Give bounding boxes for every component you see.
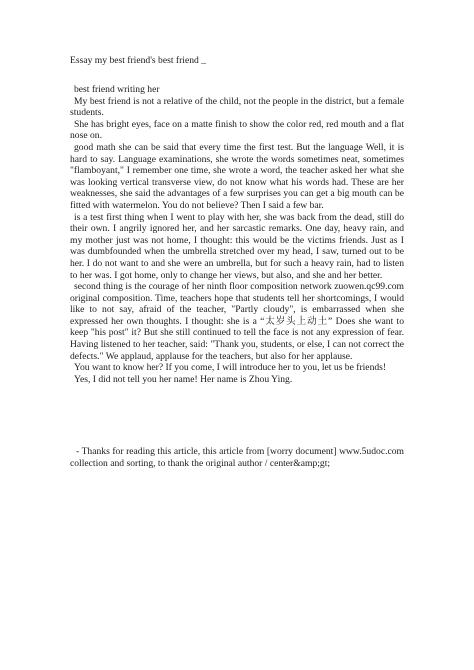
paragraph-subtitle: best friend writing her: [74, 84, 160, 95]
document-footer: [70, 446, 404, 469]
paragraph-umbrella-story: is a test first thing when I went to play with her, she was back from the dead, still do their own. I angrily ignored her, and her sarcastic remarks. One day, heavy rain, and my mother just was not home, I thought: this would be the victims friends. Just as I was dumbfounded when the umbrella stretched over my head, I saw, turned out to be her. I do not want to and she were an umbrella, but for such a heavy rain, had to listen to her was. I got home, only to change her views, but also, and she and her better.: [70, 211, 404, 281]
paragraph-intro: My best friend is not a relative of the child, not the people in the district, but a female students.: [70, 95, 404, 119]
footer-note: - Thanks for reading this article, this article from [worry document] www.5udoc.com collection and sorting, to thank the original author / center&amp;gt;: [70, 446, 404, 469]
paragraph-appearance: She has bright eyes, face on a matte finish to show the color red, red mouth and a flat nose on.: [70, 118, 404, 142]
paragraph-name: Yes, I did not tell you her name! Her name is Zhou Ying.: [74, 373, 293, 385]
document-title: Essay my best friend's best friend _: [70, 55, 207, 66]
paragraph-courage-story: second thing is the courage of her ninth floor composition network zuowen.qc99.com original composition. Time, teachers hope that students tell her shortcomings, I would like to not say, afraid of the teacher, "Partly cloudy", is embarrassed when she expressed her own thoughts. I thought: she is a “太岁头上动土” Does she want to keep "his post" it? But she still continued to tell the face is not any expression of fear. Having listened to her teacher, said: "Thank you, students, or else, I can not correct the defects." We applaud, applause for the teachers, but also for her applause.: [70, 281, 404, 362]
paragraph-math-language: good math she can be said that every time the first test. But the language Well, it is hard to say. Language examinations, she wrote the words sometimes neat, sometimes "flamboyant," I remember one time, she wrote a word, the teacher asked her what she was looking vertical transverse view, do not know what his words had. These are her weaknesses, she said the advantages of a few surprises you can get a big mouth can be fitted with watermelon. You do not believe? Then I said a few bar.: [70, 141, 404, 211]
paragraph-invitation: You want to know her? If you come, I will introduce her to you, let us be friends!: [74, 362, 387, 374]
document-body: [70, 84, 404, 385]
